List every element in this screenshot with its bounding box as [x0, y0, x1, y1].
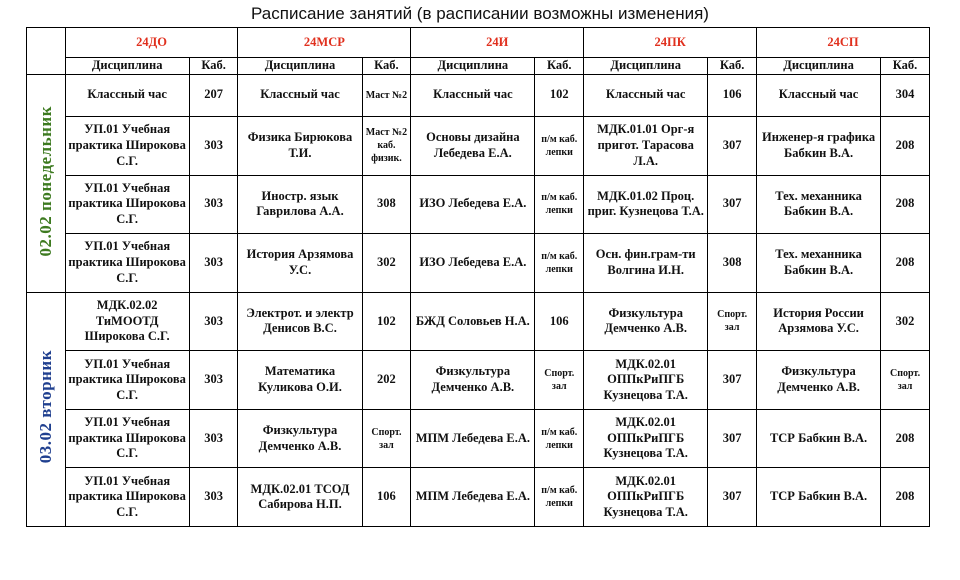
group-header: 24И [411, 28, 584, 58]
room-cell: 106 [535, 292, 584, 351]
room-cell: 302 [881, 292, 930, 351]
group-header-row [27, 28, 930, 58]
lesson-row [27, 468, 930, 527]
room-cell: 307 [708, 468, 757, 527]
subject-cell: Тех. механника Бабкин В.А. [757, 234, 881, 293]
subject-cell: Классный час [238, 74, 362, 116]
schedule-body [27, 74, 930, 526]
discipline-header: Дисциплина [757, 58, 881, 75]
room-cell: Спорт. зал [708, 292, 757, 351]
room-cell: Спорт. зал [362, 409, 411, 468]
subject-cell: Осн. фин.грам-ти Волгина И.Н. [584, 234, 708, 293]
room-cell: 208 [881, 116, 930, 175]
subject-cell: МДК.02.02 ТиМООТД Широкова С.Г. [65, 292, 189, 351]
discipline-header: Дисциплина [238, 58, 362, 75]
room-cell: 106 [362, 468, 411, 527]
room-header: Каб. [535, 58, 584, 75]
subject-cell: МДК.02.01 ТСОД Сабирова Н.П. [238, 468, 362, 527]
subject-cell: Физика Бирюкова Т.И. [238, 116, 362, 175]
room-header: Каб. [189, 58, 238, 75]
subject-cell: Инженер-я графика Бабкин В.А. [757, 116, 881, 175]
room-cell: п/м каб. лепки [535, 409, 584, 468]
room-header: Каб. [881, 58, 930, 75]
day-label: 02.02 понедельник [36, 105, 56, 257]
group-header: 24МСР [238, 28, 411, 58]
subject-cell: МДК.02.01 ОППкРиПГБ Кузнецова Т.А. [584, 468, 708, 527]
subject-cell: МДК.02.01 ОППкРиПГБ Кузнецова Т.А. [584, 351, 708, 410]
room-cell: 208 [881, 175, 930, 234]
discipline-header: Дисциплина [65, 58, 189, 75]
subject-cell: Основы дизайна Лебедева Е.А. [411, 116, 535, 175]
lesson-row [27, 409, 930, 468]
subject-cell: УП.01 Учебная практика Широкова С.Г. [65, 468, 189, 527]
lesson-row [27, 116, 930, 175]
lesson-row [27, 74, 930, 116]
room-cell: Маст №2 [362, 74, 411, 116]
room-cell: 207 [189, 74, 238, 116]
room-cell: 303 [189, 175, 238, 234]
room-cell: 303 [189, 468, 238, 527]
room-cell: 303 [189, 234, 238, 293]
room-cell: 208 [881, 468, 930, 527]
room-cell: 307 [708, 409, 757, 468]
subject-cell: Классный час [757, 74, 881, 116]
subject-cell: МПМ Лебедева Е.А. [411, 409, 535, 468]
day-label-cell [27, 292, 66, 526]
room-cell: 302 [362, 234, 411, 293]
room-cell: 303 [189, 292, 238, 351]
day-label: 03.02 вторник [36, 350, 56, 464]
lesson-row [27, 351, 930, 410]
subject-cell: Электрот. и электр Денисов В.С. [238, 292, 362, 351]
subject-cell: МПМ Лебедева Е.А. [411, 468, 535, 527]
subject-cell: УП.01 Учебная практика Широкова С.Г. [65, 351, 189, 410]
group-header: 24ДО [65, 28, 238, 58]
lesson-row [27, 175, 930, 234]
room-cell: п/м каб. лепки [535, 468, 584, 527]
subject-cell: История России Арзямова У.С. [757, 292, 881, 351]
day-label-cell [27, 74, 66, 292]
room-cell: 307 [708, 351, 757, 410]
group-header: 24СП [757, 28, 930, 58]
subject-cell: ИЗО Лебедева Е.А. [411, 175, 535, 234]
room-cell: п/м каб. лепки [535, 116, 584, 175]
room-cell: 303 [189, 351, 238, 410]
room-cell: Спорт. зал [535, 351, 584, 410]
subject-cell: Классный час [584, 74, 708, 116]
room-cell: 208 [881, 234, 930, 293]
room-cell: 303 [189, 116, 238, 175]
room-cell: Маст №2 каб. физик. [362, 116, 411, 175]
room-cell: п/м каб. лепки [535, 234, 584, 293]
subject-cell: МДК.01.01 Орг-я пригот. Тарасова Л.А. [584, 116, 708, 175]
subject-cell: Физкультура Демченко А.В. [584, 292, 708, 351]
room-cell: 202 [362, 351, 411, 410]
room-cell: 304 [881, 74, 930, 116]
room-header: Каб. [362, 58, 411, 75]
group-header: 24ПК [584, 28, 757, 58]
room-cell: 308 [362, 175, 411, 234]
subject-cell: ТСР Бабкин В.А. [757, 468, 881, 527]
subject-cell: Физкультура Демченко А.В. [411, 351, 535, 410]
room-cell: 102 [362, 292, 411, 351]
subject-cell: УП.01 Учебная практика Широкова С.Г. [65, 175, 189, 234]
subject-cell: Иностр. язык Гаврилова А.А. [238, 175, 362, 234]
room-cell: 307 [708, 116, 757, 175]
subject-cell: УП.01 Учебная практика Широкова С.Г. [65, 409, 189, 468]
subject-cell: УП.01 Учебная практика Широкова С.Г. [65, 234, 189, 293]
subject-cell: Классный час [65, 74, 189, 116]
room-cell: п/м каб. лепки [535, 175, 584, 234]
room-cell: 208 [881, 409, 930, 468]
column-header-row [27, 58, 930, 75]
lesson-row [27, 292, 930, 351]
discipline-header: Дисциплина [584, 58, 708, 75]
subject-cell: Математика Куликова О.И. [238, 351, 362, 410]
subject-cell: БЖД Соловьев Н.А. [411, 292, 535, 351]
subject-cell: УП.01 Учебная практика Широкова С.Г. [65, 116, 189, 175]
schedule-table [26, 27, 930, 527]
room-cell: 308 [708, 234, 757, 293]
discipline-header: Дисциплина [411, 58, 535, 75]
room-cell: 303 [189, 409, 238, 468]
room-cell: 106 [708, 74, 757, 116]
page-title: Расписание занятий (в расписании возможны изменения) [251, 4, 709, 23]
lesson-row [27, 234, 930, 293]
subject-cell: МДК.01.02 Проц. приг. Кузнецова Т.А. [584, 175, 708, 234]
subject-cell: ТСР Бабкин В.А. [757, 409, 881, 468]
subject-cell: История Арзямова У.С. [238, 234, 362, 293]
subject-cell: Физкультура Демченко А.В. [238, 409, 362, 468]
room-cell: Спорт. зал [881, 351, 930, 410]
subject-cell: ИЗО Лебедева Е.А. [411, 234, 535, 293]
room-cell: 307 [708, 175, 757, 234]
subject-cell: Физкультура Демченко А.В. [757, 351, 881, 410]
room-cell: 102 [535, 74, 584, 116]
subject-cell: Тех. механника Бабкин В.А. [757, 175, 881, 234]
subject-cell: МДК.02.01 ОППкРиПГБ Кузнецова Т.А. [584, 409, 708, 468]
subject-cell: Классный час [411, 74, 535, 116]
corner-cell [27, 28, 66, 75]
room-header: Каб. [708, 58, 757, 75]
